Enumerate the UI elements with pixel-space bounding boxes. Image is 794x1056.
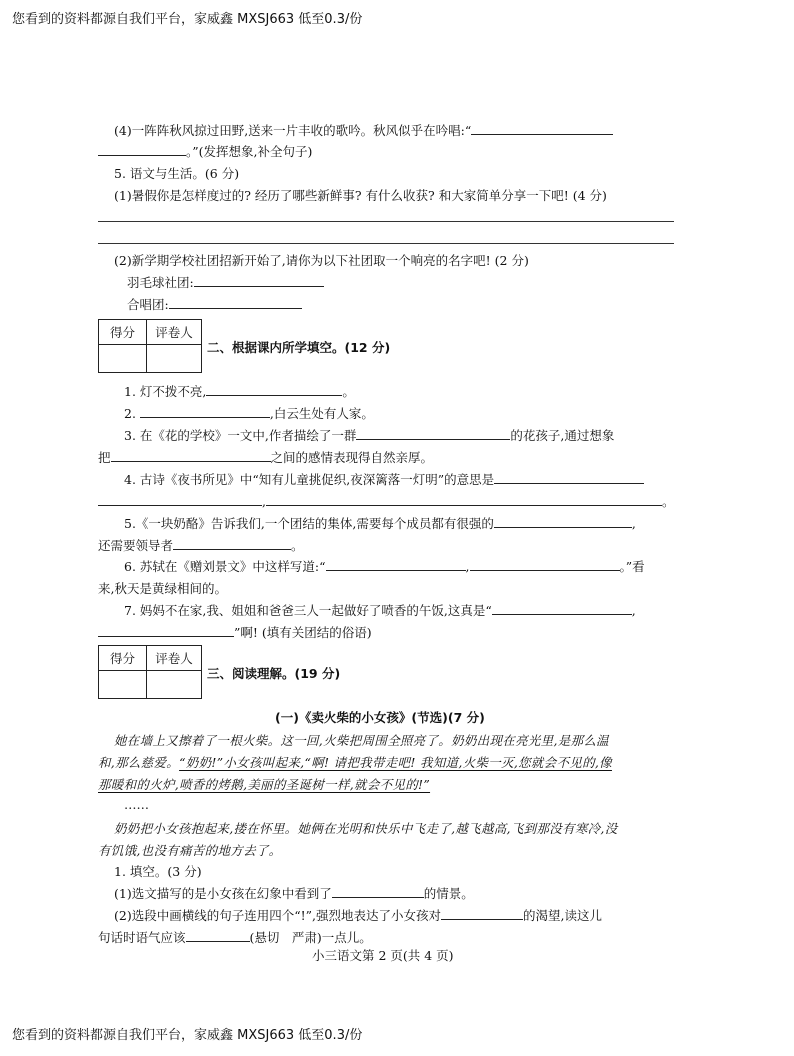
club-choir	[127, 295, 302, 313]
q4-blank-1[interactable]	[471, 122, 613, 135]
s2-q7-line2	[98, 623, 372, 641]
s3-q1-2-text: (2)选段中画横线的句子连用四个“!”,强烈地表达了小女孩对	[114, 908, 441, 923]
s3-q1-2-blank-2[interactable]	[186, 929, 250, 942]
answer-line-2[interactable]	[98, 243, 674, 244]
s2-q5-comma: ,	[631, 516, 636, 531]
passage-p2-line1: 奶奶把小女孩抱起来,搂在怀里。她俩在光明和快乐中飞走了,越飞越高,飞到那没有寒冷,没	[114, 821, 618, 836]
grader-cell[interactable]	[147, 345, 202, 373]
s2-q3-text-c: 把	[98, 450, 111, 465]
score-label: 得分	[99, 646, 147, 671]
watermark-top: 您看到的资料都源自我们平台，家威鑫 MXSJ663 低至0.3/份	[12, 12, 363, 27]
s2-q4-end: 。	[661, 494, 675, 509]
s2-q4-line2	[98, 492, 675, 510]
s2-q3-text-b: 的花孩子,通过想象	[510, 428, 615, 443]
s2-q3-line2	[98, 448, 433, 466]
s3-q1-title: 1. 填空。(3 分)	[114, 864, 202, 879]
s2-q3-text-a: 3. 在《花的学校》一文中,作者描绘了一群	[124, 428, 357, 443]
section2-title: 二、根据课内所学填空。(12 分)	[207, 340, 391, 355]
club1-label: 羽毛球社团:	[127, 275, 194, 290]
s2-q4-line1	[124, 470, 644, 488]
s2-q7-end: ”啊! (填有关团结的俗语)	[234, 625, 372, 640]
section3-title: 三、阅读理解。(19 分)	[207, 666, 341, 681]
score-box-1	[98, 319, 202, 373]
s2-q4-comma: ,	[262, 494, 266, 509]
s3-q1-1-end: 的情景。	[423, 886, 474, 901]
club-badminton	[127, 273, 324, 291]
grader-label: 评卷人	[147, 320, 202, 345]
s2-q5-end: 。	[291, 538, 304, 553]
s2-q5-blank-1[interactable]	[494, 515, 632, 528]
s3-q1-2-line2	[98, 928, 372, 946]
score-cell[interactable]	[99, 345, 147, 373]
s2-q6-line1	[124, 557, 645, 575]
s2-q2-num: 2.	[124, 406, 136, 421]
s2-q7-line1	[124, 601, 636, 619]
underlined-sentence-1: “奶奶!”小女孩叫起来,“啊! 请把我带走吧! 我知道,火柴一灭,您就会不见的,像	[179, 755, 612, 770]
s3-q1-2-line1	[114, 906, 602, 924]
s3-q1-1-text: (1)选文描写的是小女孩在幻象中看到了	[114, 886, 332, 901]
s2-q5-text-c: 还需要领导者	[98, 538, 174, 553]
passage-ellipsis: ……	[124, 797, 149, 812]
s2-q2-blank[interactable]	[140, 405, 270, 418]
q4-line1	[114, 121, 613, 139]
s2-q5-blank-2[interactable]	[173, 537, 291, 550]
s3-q1-2-text-c: 句话时语气应该	[98, 930, 186, 945]
q4-blank-2[interactable]	[98, 143, 186, 156]
s3-q1-1	[114, 884, 474, 902]
s2-q3-blank-2[interactable]	[111, 449, 271, 462]
q5-sub2: (2)新学期学校社团招新开始了,请你为以下社团取一个响亮的名字吧! (2 分)	[114, 253, 529, 268]
s2-q5-line1	[124, 514, 636, 532]
s2-q4-blank-2[interactable]	[98, 493, 262, 506]
score-box-2	[98, 645, 202, 699]
s2-q3-text-d: 之间的感情表现得自然亲厚。	[270, 450, 434, 465]
underlined-sentence-2: 那暖和的火炉,喷香的烤鹅,美丽的圣诞树一样,就会不见的!”	[98, 777, 431, 792]
s2-q4-blank-1[interactable]	[494, 471, 644, 484]
s2-q6-blank-1[interactable]	[326, 558, 466, 571]
p1-plain: 和,那么慈爱。	[98, 755, 180, 770]
s2-q5-text: 5.《一块奶酪》告诉我们,一个团结的集体,需要每个成员都有很强的	[124, 516, 494, 531]
s3-q1-2-blank-1[interactable]	[441, 907, 523, 920]
s2-q1-text: 1. 灯不拨不亮,	[124, 384, 207, 399]
s2-q5-line2	[98, 536, 304, 554]
q5-sub1: (1)暑假你是怎样度过的? 经历了哪些新鲜事? 有什么收获? 和大家简单分享一下吧! (4 分)	[114, 188, 607, 203]
s2-q1-blank[interactable]	[206, 383, 342, 396]
q5-title: 5. 语文与生活。(6 分)	[114, 166, 240, 181]
q4-text: (4)一阵阵秋风掠过田野,送来一片丰收的歌吟。秋风似乎在吟唱:“	[114, 123, 472, 138]
answer-line-1[interactable]	[98, 221, 674, 222]
s2-q1-end: 。	[342, 384, 355, 399]
s3-q1-1-blank[interactable]	[332, 885, 424, 898]
s2-q7-text: 7. 妈妈不在家,我、姐姐和爸爸三人一起做好了喷香的午饭,这真是“	[124, 603, 492, 618]
s2-q7-comma: ,	[631, 603, 636, 618]
club2-blank[interactable]	[169, 296, 302, 309]
s2-q7-blank-2[interactable]	[98, 624, 234, 637]
watermark-bottom: 您看到的资料都源自我们平台，家威鑫 MXSJ663 低至0.3/份	[12, 1028, 363, 1043]
score-label: 得分	[99, 320, 147, 345]
q4-line2	[98, 142, 312, 160]
s2-q7-blank-1[interactable]	[492, 602, 632, 615]
s2-q6-text: 6. 苏轼在《赠刘景文》中这样写道:“	[124, 559, 326, 574]
s2-q1	[124, 382, 355, 400]
s2-q3-blank-1[interactable]	[356, 427, 510, 440]
s3-q1-2-text-d: (悬切 严肃)一点儿。	[249, 930, 372, 945]
s2-q6-comma: ,	[465, 559, 470, 574]
s2-q4-text: 4. 古诗《夜书所见》中“知有儿童挑促织,夜深篱落一灯明”的意思是	[124, 472, 495, 487]
q4-end: 。”(发挥想象,补全句子)	[186, 144, 313, 159]
s2-q2-text: ,白云生处有人家。	[269, 406, 374, 421]
s2-q6-end: 。”看	[619, 559, 645, 574]
passage-title: (一)《卖火柴的小女孩》(节选)(7 分)	[275, 710, 485, 725]
club1-blank[interactable]	[194, 274, 324, 287]
s2-q4-blank-3[interactable]	[266, 493, 662, 506]
page-footer: 小三语文第 2 页(共 4 页)	[312, 948, 454, 963]
club2-label: 合唱团:	[127, 297, 169, 312]
s3-q1-2-text-b: 的渴望,读这儿	[523, 908, 602, 923]
s2-q6-blank-2[interactable]	[470, 558, 620, 571]
passage-p1-line2	[98, 753, 612, 771]
grader-cell[interactable]	[147, 671, 202, 699]
passage-p1-line1: 她在墙上又擦着了一根火柴。这一回,火柴把周围全照亮了。奶奶出现在亮光里,是那么温	[114, 733, 609, 748]
score-cell[interactable]	[99, 671, 147, 699]
s2-q3-line1	[124, 426, 614, 444]
s2-q6-line2: 来,秋天是黄绿相间的。	[98, 581, 227, 596]
grader-label: 评卷人	[147, 646, 202, 671]
passage-p2-line2: 有饥饿,也没有痛苦的地方去了。	[98, 843, 282, 858]
s2-q2	[124, 404, 374, 422]
